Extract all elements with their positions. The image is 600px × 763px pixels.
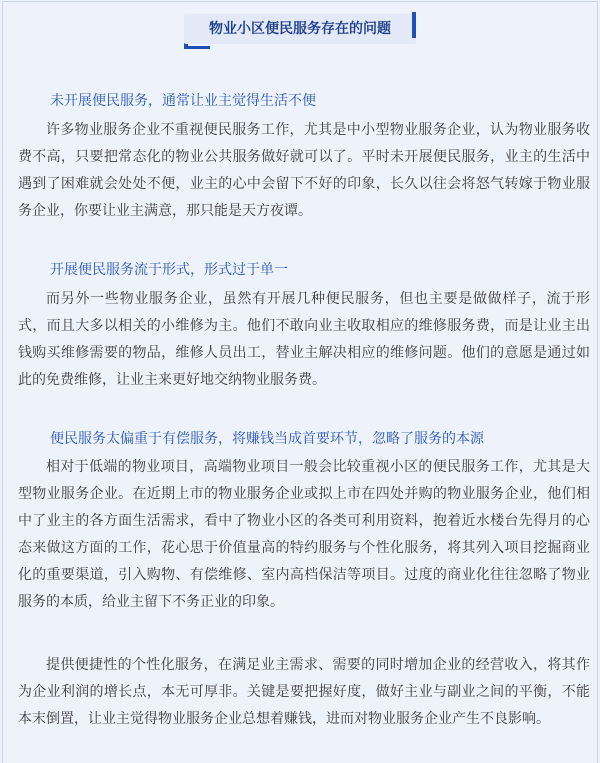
section-paragraph-1: 许多物业服务企业不重视便民服务工作，尤其是中小型物业服务企业，认为物业服务收费不高，只要把常态化的物业公共服务做好就可以了。平时未开展便民服务，业主的生活中遇到了困难就会处处不便，业主的心中会留下不好的印象，长久以往会将怒气转嫁于物业服务企业，你要让业主满意，那只能是天方夜谭。 [18, 122, 590, 219]
section-heading-1: 未开展便民服务，通常让业主觉得生活不便 [50, 93, 316, 109]
section-paragraph-2: 而另外一些物业服务企业，虽然有开展几种便民服务，但也主要是做做样子，流于形式，而且大多以相关的小维修为主。他们不敢向业主收取相应的维修服务费，而是让业主出钱购买维修需要的物品，维修人员出工，替业主解决相应的维修问题。他们的意愿是通过如此的免费维修，让业主来更好地交纳物业服务费。 [18, 291, 590, 388]
title-banner [184, 14, 416, 44]
section-paragraph-3: 相对于低端的物业项目，高端物业项目一般会比较重视小区的便民服务工作，尤其是大型物业服务企业。在近期上市的物业服务企业或拟上市在四处并购的物业服务企业，他们相中了业主的各方面生活需求，看中了物业小区的各类可利用资料，抱着近水楼台先得月的心态来做这方面的工作，花心思于价值量高的特约服务与个性化服务，将其列入项目挖掘商业化的重要渠道，引入购物、有偿维修、室内高档保洁等项目。过度的商业化往往忽略了物业服务的本质，给业主留下不务正业的印象。 [18, 459, 590, 610]
page-title: 物业小区便民服务存在的问题 [209, 21, 391, 37]
title-underline [184, 46, 210, 49]
closing-paragraph: 提供便捷性的个性化服务，在满足业主需求、需要的同时增加企业的经营收入，将其作为企业利润的增长点，本无可厚非。关键是要把握好度，做好主业与副业之间的平衡，不能本末倒置，让业主觉得物业服务企业总想着赚钱，进而对物业服务企业产生不良影响。 [18, 657, 590, 727]
section-heading-2: 开展便民服务流于形式，形式过于单一 [50, 262, 288, 278]
section-heading-3: 便民服务太偏重于有偿服务，将赚钱当成首要环节，忽略了服务的本源 [50, 431, 484, 447]
